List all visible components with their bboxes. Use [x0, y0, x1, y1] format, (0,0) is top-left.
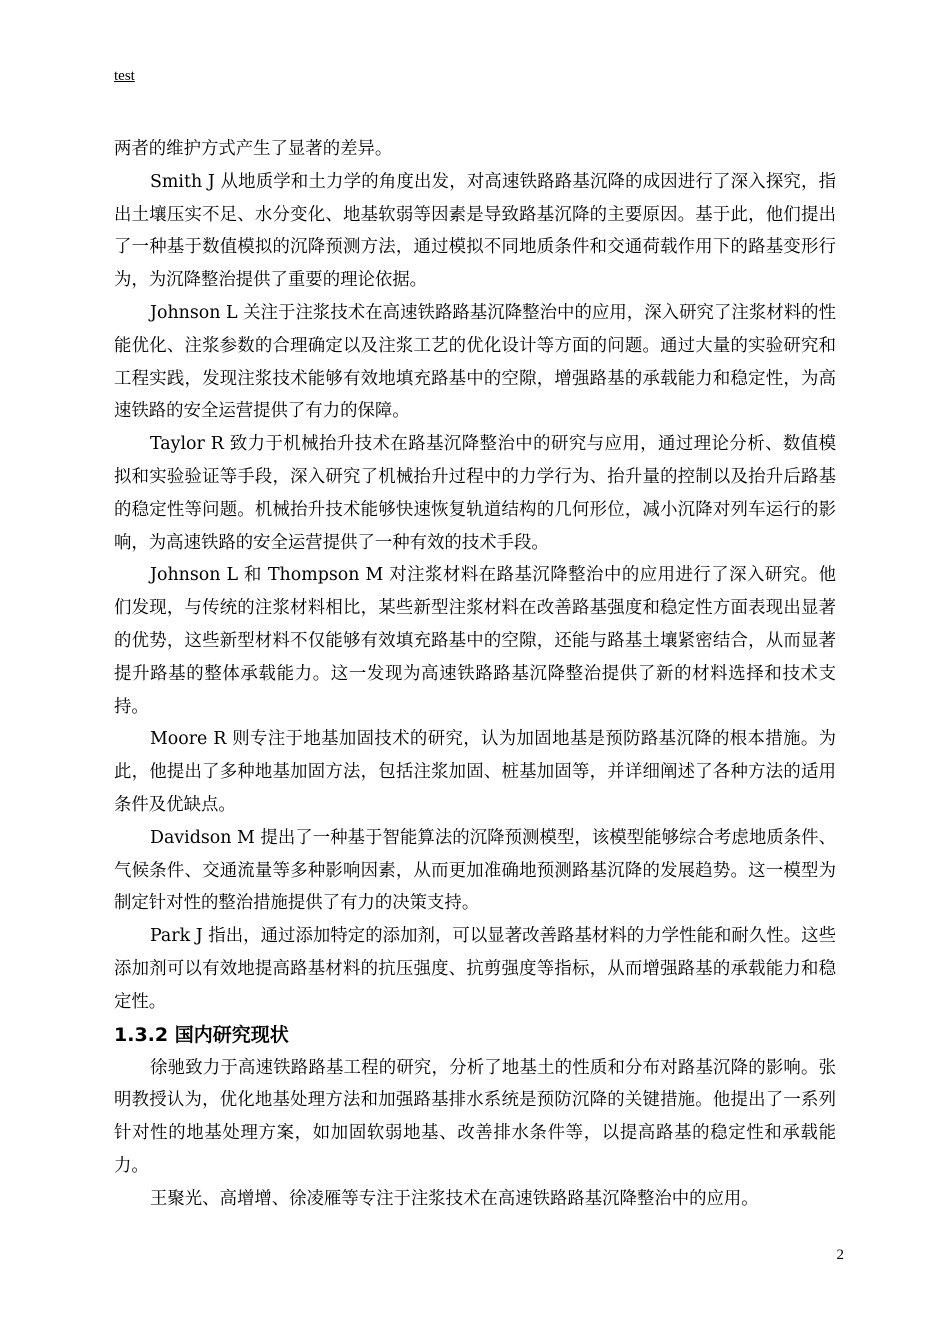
page-number: 2	[836, 1247, 844, 1263]
paragraph: Davidson M 提出了一种基于智能算法的沉降预测模型，该模型能够综合考虑地质条件、气候条件、交通流量等多种影响因素，从而更加准确地预测路基沉降的发展趋势。这一模型为制定针对性的整治措施提供了有力的决策支持。	[114, 827, 836, 914]
paragraph: Smith J 从地质学和土力学的角度出发，对高速铁路路基沉降的成因进行了深入探究，指出土壤压实不足、水分变化、地基软弱等因素是导致路基沉降的主要原因。基于此，他们提出了一种基于数值模拟的沉降预测方法，通过模拟不同地质条件和交通荷载作用下的路基变形行为，为沉降整治提供了重要的理论依据。	[114, 171, 836, 291]
paragraph: Moore R 则专注于地基加固技术的研究，认为加固地基是预防路基沉降的根本措施。为此，他提出了多种地基加固方法，包括注浆加固、桩基加固等，并详细阐述了各种方法的适用条件及优缺点。	[114, 729, 836, 815]
paragraph: 徐驰致力于高速铁路路基工程的研究，分析了地基土的性质和分布对路基沉降的影响。张明教授认为，优化地基处理方法和加强路基排水系统是预防沉降的关键措施。他提出了一系列针对性的地基处理方案，如加固软弱地基、改善排水条件等，以提高路基的稳定性和承载能力。	[114, 1057, 836, 1176]
paragraph: 王聚光、高增增、徐凌雁等专注于注浆技术在高速铁路路基沉降整治中的应用。	[150, 1188, 759, 1209]
paragraph: Taylor R 致力于机械抬升技术在路基沉降整治中的研究与应用，通过理论分析、数值模拟和实验验证等手段，深入研究了机械抬升过程中的力学行为、抬升量的控制以及抬升后路基的稳定性等问题。机械抬升技术能够快速恢复轨道结构的几何形位，减小沉降对列车运行的影响，为高速铁路的安全运营提供了一种有效的技术手段。	[114, 434, 836, 553]
paragraph: Park J 指出，通过添加特定的添加剂，可以显著改善路基材料的力学性能和耐久性。这些添加剂可以有效地提高路基材料的抗压强度、抗剪强度等指标，从而增强路基的承载能力和稳定性。	[114, 926, 836, 1012]
page-header: test	[114, 68, 135, 84]
section-heading: 1.3.2 国内研究现状	[114, 1023, 289, 1046]
paragraph: 两者的维护方式产生了显著的差异。	[114, 139, 393, 159]
paragraph: Johnson L 关注于注浆技术在高速铁路路基沉降整治中的应用，深入研究了注浆材料的性能优化、注浆参数的合理确定以及注浆工艺的优化设计等方面的问题。通过大量的实验研究和工程实践，发现注浆技术能够有效地填充路基中的空隙，增强路基的承载能力和稳定性，为高速铁路的安全运营提供了有力的保障。	[114, 302, 836, 422]
document-body	[114, 133, 836, 1216]
paragraph: Johnson L 和 Thompson M 对注浆材料在路基沉降整治中的应用进行了深入研究。他们发现，与传统的注浆材料相比，某些新型注浆材料在改善路基强度和稳定性方面表现出显著的优势，这些新型材料不仅能够有效填充路基中的空隙，还能与路基土壤紧密结合，从而显著提升路基的整体承载能力。这一发现为高速铁路路基沉降整治提供了新的材料选择和技术支持。	[114, 565, 836, 717]
